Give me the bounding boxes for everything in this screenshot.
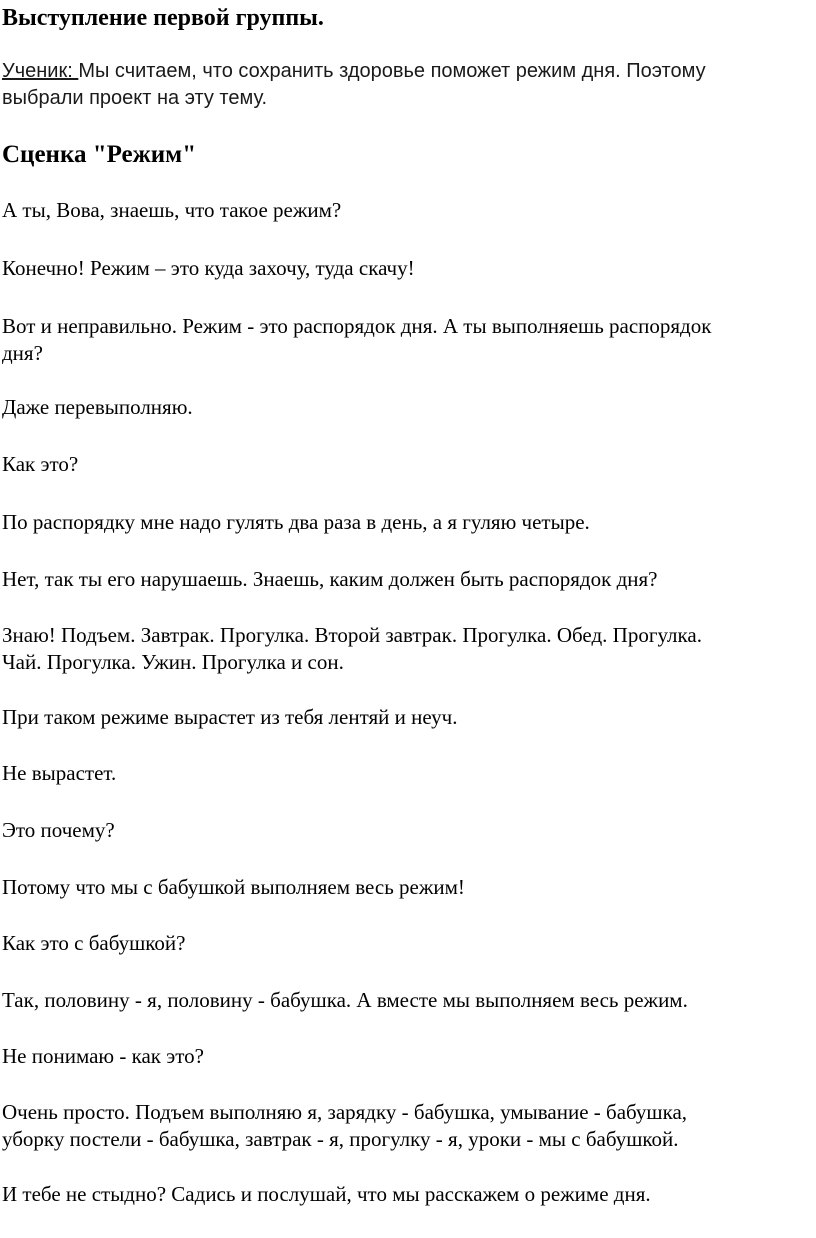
dialogue-text: Как это? [2,452,79,476]
dialogue-line [2,622,816,676]
dialogue-line [2,874,816,901]
dialogue-line [2,704,816,731]
dialogue-text: Нет, так ты его нарушаешь. Знаешь, каким должен быть распорядок дня? [2,567,658,591]
dialogue-line [2,566,816,593]
dialogue-text: Очень просто. Подъем выполняю я, зарядку - бабушка, умывание - бабушка, [2,1100,688,1124]
dialogue-text: Потому что мы с бабушкой выполняем весь режим! [2,875,465,899]
dialogue-line [2,197,816,224]
dialogue-text: Даже перевыполняю. [2,395,193,419]
dialogue-text: И тебе не стыдно? Садись и послушай, что мы расскажем о режиме дня. [2,1182,651,1206]
dialogue-text: Знаю! Подъем. Завтрак. Прогулка. Второй завтрак. Прогулка. Обед. Прогулка. [2,623,702,647]
dialogue-text: Не вырастет. [2,761,117,785]
dialogue-text: Как это с бабушкой? [2,931,186,955]
dialogue-text: Чай. Прогулка. Ужин. Прогулка и сон. [2,650,344,674]
dialogue-text: Это почему? [2,818,115,842]
scene-title: Сценка "Режим" [2,141,197,168]
dialogue-text: Не понимаю - как это? [2,1044,204,1068]
dialogue-line [2,817,816,844]
dialogue-text: По распорядку мне надо гулять два раза в день, а я гуляю четыре. [2,510,590,534]
dialogue-line [2,1181,816,1208]
document-title: Выступление первой группы. [2,5,324,31]
dialogue-text: уборку постели - бабушка, завтрак - я, прогулку - я, уроки - мы с бабушкой. [2,1127,679,1151]
dialogue-line [2,255,816,282]
intro-line-1 [2,58,816,85]
speaker-label: Ученик: [2,60,79,82]
dialogue-line [2,509,816,536]
intro-line-2: выбрали проект на эту тему. [2,87,268,109]
dialogue-text: дня? [2,341,43,365]
dialogue-line [2,451,816,478]
dialogue-text: Вот и неправильно. Режим - это распорядок дня. А ты выполняешь распорядок [2,314,712,338]
dialogue-line [2,930,816,957]
dialogue-line [2,987,816,1014]
dialogue-line [2,1099,816,1153]
dialogue-text: Так, половину - я, половину - бабушка. А вместе мы выполняем весь режим. [2,988,688,1012]
dialogue-text: При таком режиме вырастет из тебя лентяй и неуч. [2,705,458,729]
intro-paragraph [2,58,816,112]
dialogue-text: А ты, Вова, знаешь, что такое режим? [2,198,342,222]
dialogue-line [2,313,816,367]
dialogue-text: Конечно! Режим – это куда захочу, туда скачу! [2,256,415,280]
dialogue-line [2,760,816,787]
dialogue-line [2,1043,816,1070]
intro-text-1: Мы считаем, что сохранить здоровье поможет режим дня. Поэтому [78,60,706,82]
dialogue-line [2,394,816,421]
